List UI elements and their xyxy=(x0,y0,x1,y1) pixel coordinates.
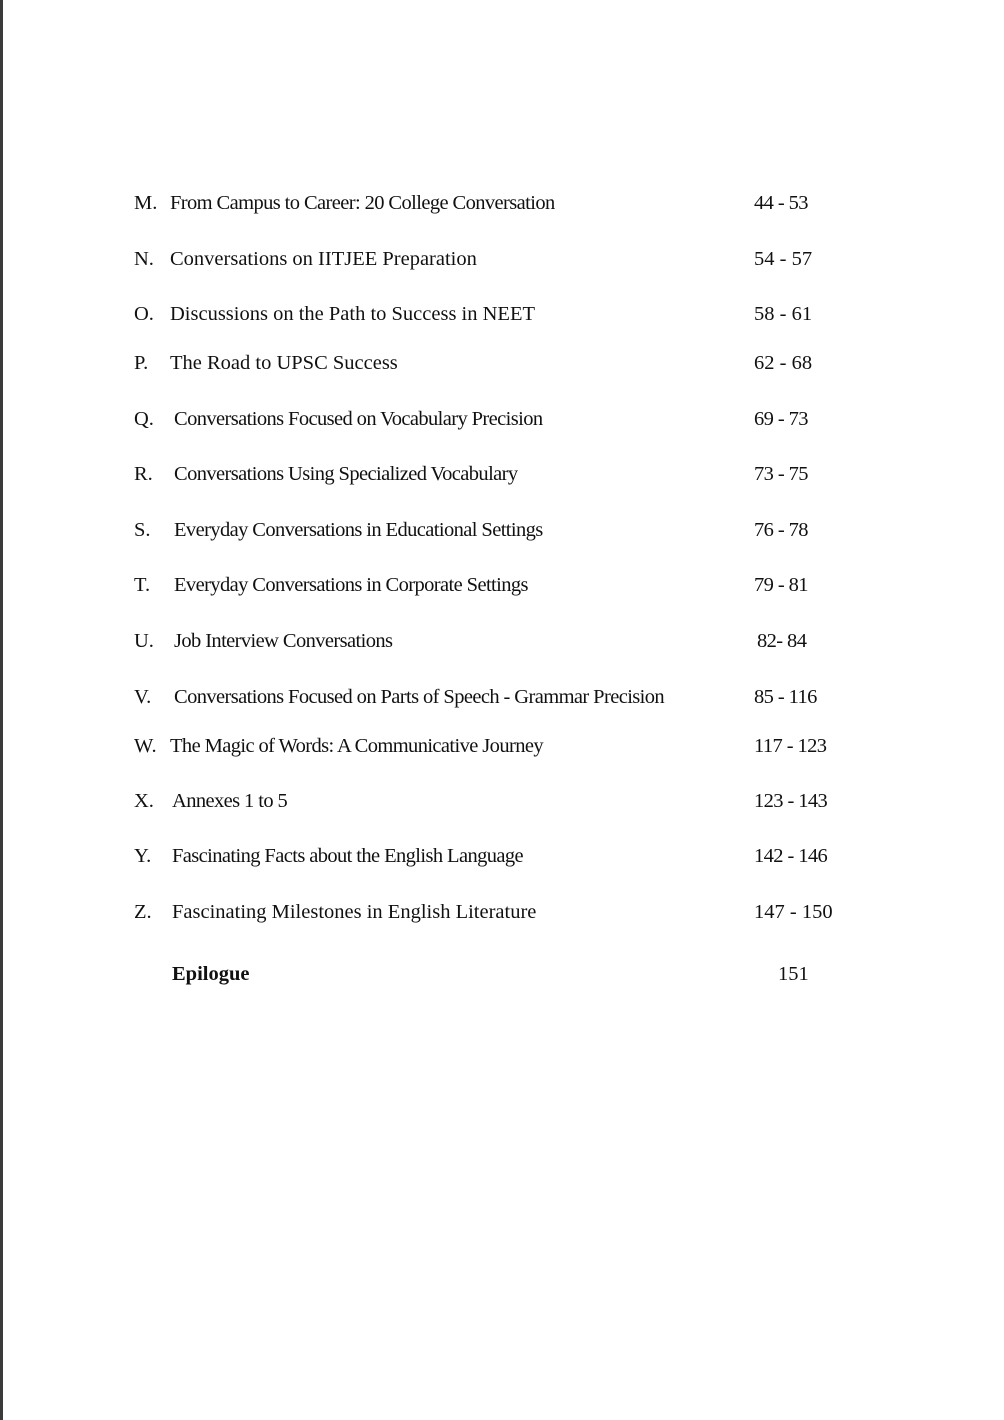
toc-entry-letter: T. xyxy=(134,574,151,596)
toc-entry-letter: M. xyxy=(134,192,158,214)
toc-entry-title: The Road to UPSC Success xyxy=(170,352,398,374)
toc-entry-letter: O. xyxy=(134,303,154,325)
toc-entry-letter: Y. xyxy=(134,845,152,867)
toc-entry-title: Annexes 1 to 5 xyxy=(172,790,288,812)
toc-entry-pages: 82- 84 xyxy=(757,630,807,652)
toc-entry-title: Everyday Conversations in Educational Settings xyxy=(174,519,543,541)
toc-entry-title: Conversations Focused on Parts of Speech - Grammar Precision xyxy=(174,686,665,708)
toc-entry[interactable] xyxy=(0,786,1004,816)
toc-entry[interactable] xyxy=(0,404,1004,434)
toc-entry[interactable] xyxy=(0,299,1004,329)
toc-entry-letter: U. xyxy=(134,630,154,652)
toc-entry-title: From Campus to Career: 20 College Conversation xyxy=(170,192,555,214)
toc-entry-title: Job Interview Conversations xyxy=(174,630,393,652)
toc-entry-epilogue[interactable] xyxy=(0,959,1004,989)
toc-entry-letter: V. xyxy=(134,686,152,708)
toc-entry-title: Conversations Focused on Vocabulary Precision xyxy=(174,408,543,430)
toc-entry[interactable] xyxy=(0,626,1004,656)
toc-entry-pages: 69 - 73 xyxy=(754,408,808,430)
toc-entry[interactable] xyxy=(0,841,1004,871)
toc-entry-pages: 73 - 75 xyxy=(754,463,808,485)
toc-entry[interactable] xyxy=(0,348,1004,378)
toc-entry-pages: 76 - 78 xyxy=(754,519,808,541)
toc-entry[interactable] xyxy=(0,459,1004,489)
toc-entry-title: The Magic of Words: A Communicative Journey xyxy=(170,735,543,757)
toc-entry[interactable] xyxy=(0,244,1004,274)
toc-entry-pages: 123 - 143 xyxy=(754,790,828,812)
toc-entry-letter: N. xyxy=(134,248,154,270)
epilogue-pages: 151 xyxy=(778,963,809,985)
toc-entry-letter: Q. xyxy=(134,408,154,430)
toc-entry-letter: P. xyxy=(134,352,149,374)
toc-entry[interactable] xyxy=(0,570,1004,600)
toc-entry-pages: 142 - 146 xyxy=(754,845,828,867)
toc-entry-pages: 117 - 123 xyxy=(754,735,827,757)
toc-entry-title: Everyday Conversations in Corporate Settings xyxy=(174,574,528,596)
toc-entry-pages: 85 - 116 xyxy=(754,686,817,708)
toc-entry[interactable] xyxy=(0,682,1004,712)
toc-entry-title: Fascinating Facts about the English Language xyxy=(172,845,524,867)
toc-entry-pages: 44 - 53 xyxy=(754,192,808,214)
toc-entry-title: Conversations on IITJEE Preparation xyxy=(170,248,477,270)
toc-entry[interactable] xyxy=(0,731,1004,761)
toc-entry[interactable] xyxy=(0,897,1004,927)
toc-entry-letter: R. xyxy=(134,463,153,485)
toc-entry-letter: X. xyxy=(134,790,154,812)
toc-entry-letter: W. xyxy=(134,735,157,757)
epilogue-title: Epilogue xyxy=(172,963,250,985)
toc-entry-letter: Z. xyxy=(134,901,152,923)
toc-entry-pages: 79 - 81 xyxy=(754,574,808,596)
toc-entry-letter: S. xyxy=(134,519,151,541)
toc-entry-title: Discussions on the Path to Success in NEET xyxy=(170,303,535,325)
toc-entry-pages: 58 - 61 xyxy=(754,303,813,325)
toc-entry-title: Conversations Using Specialized Vocabulary xyxy=(174,463,518,485)
toc-entry[interactable] xyxy=(0,515,1004,545)
toc-entry-title: Fascinating Milestones in English Literature xyxy=(172,901,537,923)
toc-entry[interactable] xyxy=(0,188,1004,218)
toc-entry-pages: 147 - 150 xyxy=(754,901,833,923)
toc-entry-pages: 54 - 57 xyxy=(754,248,813,270)
toc-entry-pages: 62 - 68 xyxy=(754,352,813,374)
